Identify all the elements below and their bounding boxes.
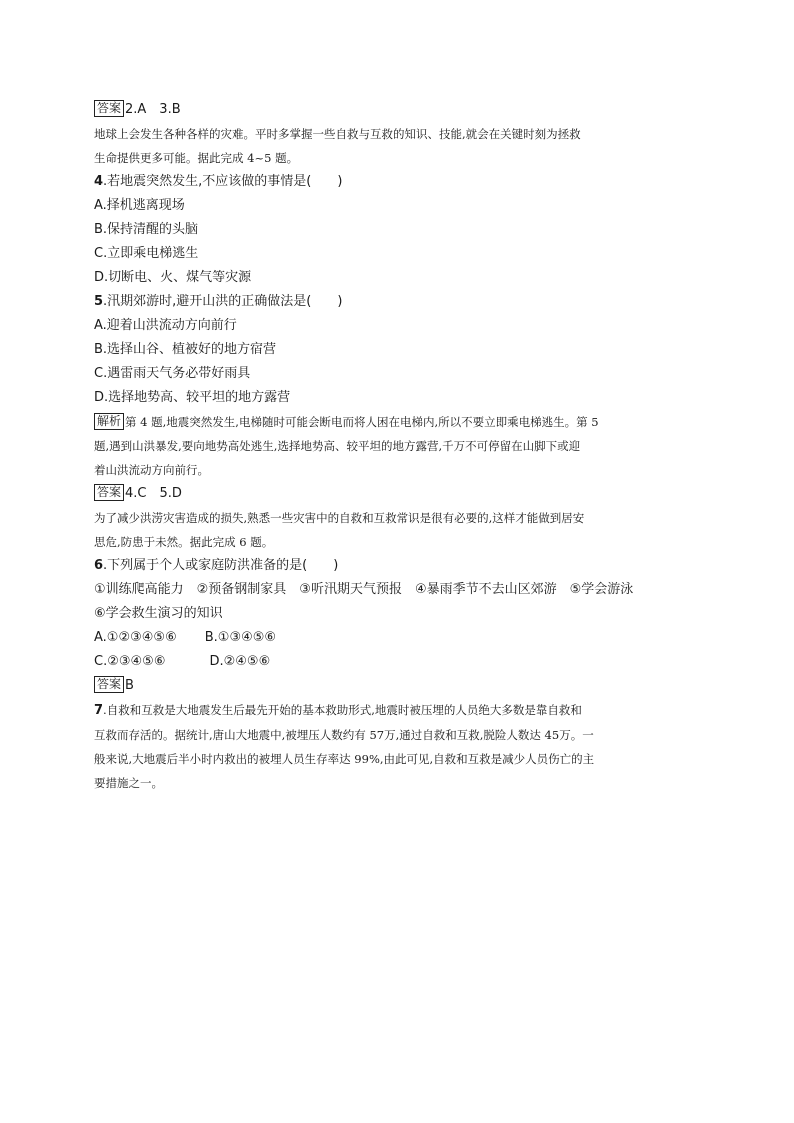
document-page xyxy=(94,98,706,795)
intro-text-line: 为了减少洪涝灾害造成的损失,熟悉一些灾害中的自救和互救常识是很有必要的,这样才能做到居安 xyxy=(94,511,585,525)
answer-text: 2.A 3.B xyxy=(125,102,181,117)
question-6-items: ⑥学会救生演习的知识 xyxy=(94,606,223,621)
option-d: D.②④⑤⑥ xyxy=(209,654,271,669)
analysis-text-line: 题,遇到山洪暴发,要向地势高处逃生,选择地势高、较平坦的地方露营,千万不可停留在山脚下或迎 xyxy=(94,439,581,453)
option-a: A.①②③④⑤⑥ xyxy=(94,630,177,645)
option-c: C.②③④⑤⑥ xyxy=(94,654,166,669)
analysis-row xyxy=(94,410,706,434)
intro-text-line: 生命提供更多可能。据此完成 4~5 题。 xyxy=(94,151,299,165)
question-6-stem xyxy=(94,554,706,578)
option-c: C.立即乘电梯逃生 xyxy=(94,246,199,261)
question-text: .下列属于个人或家庭防洪准备的是( ) xyxy=(103,558,339,573)
question-7-line: 互救而存活的。据统计,唐山大地震中,被埋压人数约有 57万,通过自救和互救,脱险人数达 45万。一 xyxy=(94,728,594,742)
intro-text-line: 思危,防患于未然。据此完成 6 题。 xyxy=(94,535,274,549)
option-a: A.择机逃离现场 xyxy=(94,198,185,213)
analysis-text: 第 4 题,地震突然发生,电梯随时可能会断电而将人困在电梯内,所以不要立即乘电梯逃生。第 5 xyxy=(125,415,599,429)
intro-text-line: 地球上会发生各种各样的灾难。平时多掌握一些自救与互救的知识、技能,就会在关键时刻为拯救 xyxy=(94,127,581,141)
option-a: A.迎着山洪流动方向前行 xyxy=(94,318,237,333)
question-number: 4 xyxy=(94,174,104,189)
option-b: B.保持清醒的头脑 xyxy=(94,222,199,237)
answer-tag: 答案 xyxy=(94,676,124,693)
question-number: 7 xyxy=(94,703,104,718)
analysis-tag: 解析 xyxy=(94,413,124,430)
question-4-stem xyxy=(94,170,706,194)
question-6-options-row xyxy=(94,650,706,674)
option-b: B.选择山谷、植被好的地方宿营 xyxy=(94,342,277,357)
answer-tag: 答案 xyxy=(94,484,124,501)
option-d: D.选择地势高、较平坦的地方露营 xyxy=(94,390,291,405)
question-number: 5 xyxy=(94,294,104,309)
answer-row-6 xyxy=(94,674,706,698)
answer-row-2-3 xyxy=(94,98,706,122)
analysis-text-line: 着山洪流动方向前行。 xyxy=(94,463,209,477)
question-number: 6 xyxy=(94,558,104,573)
option-c: C.遇雷雨天气务必带好雨具 xyxy=(94,366,251,381)
question-6-items: ①训练爬高能力 ②预备钢制家具 ③听汛期天气预报 ④暴雨季节不去山区郊游 ⑤学会游泳 xyxy=(94,582,634,597)
answer-tag: 答案 xyxy=(94,100,124,117)
question-text: .汛期郊游时,避开山洪的正确做法是( ) xyxy=(103,294,343,309)
question-text: .若地震突然发生,不应该做的事情是( ) xyxy=(103,174,343,189)
option-b: B.①③④⑤⑥ xyxy=(204,630,277,645)
question-7-line: 般来说,大地震后半小时内救出的被埋人员生存率达 99%,由此可见,自救和互救是减少人员伤亡的主 xyxy=(94,752,595,766)
question-7-line xyxy=(94,698,706,723)
option-d: D.切断电、火、煤气等灾源 xyxy=(94,270,252,285)
answer-text: 4.C 5.D xyxy=(125,486,182,501)
question-7-line: 要措施之一。 xyxy=(94,776,163,790)
question-5-stem xyxy=(94,290,706,314)
question-text: .自救和互救是大地震发生后最先开始的基本救助形式,地震时被压埋的人员绝大多数是靠自救和 xyxy=(103,703,582,717)
answer-row-4-5 xyxy=(94,482,706,506)
question-6-options-row xyxy=(94,626,706,650)
answer-text: B xyxy=(125,678,134,693)
